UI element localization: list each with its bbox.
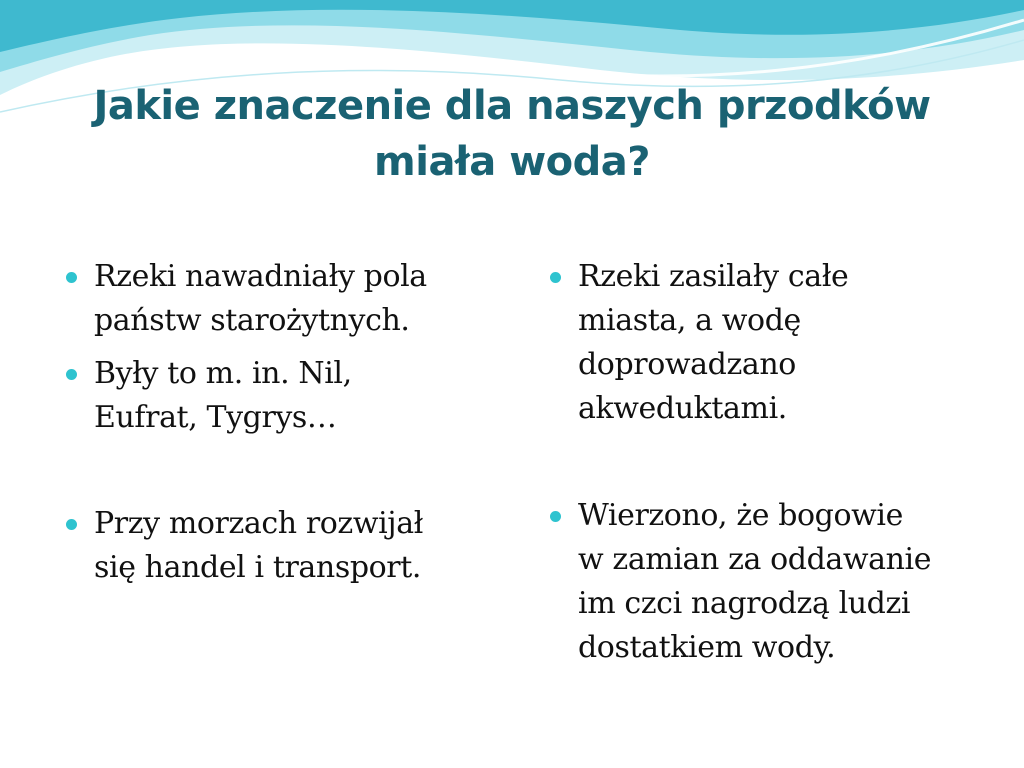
bullet-marker-icon	[66, 519, 77, 530]
bullet-text-line: miasta, a wodę	[578, 303, 801, 338]
bullet-item-aqueducts	[546, 255, 986, 431]
slide-title-line-1: Jakie znaczenie dla naszych przodków	[93, 83, 931, 129]
slide-title	[40, 78, 984, 190]
bullet-marker-icon	[66, 369, 77, 380]
bullet-text-line: akweduktami.	[578, 391, 787, 426]
bullet-text-line: Rzeki nawadniały pola	[94, 259, 427, 294]
bullet-marker-icon	[550, 272, 561, 283]
slide-title-line-2: miała woda?	[374, 139, 650, 185]
bullet-marker-icon	[66, 272, 77, 283]
bullet-marker-icon	[550, 511, 561, 522]
bullet-text-line: się handel i transport.	[94, 550, 422, 585]
bullet-text-line: im czci nagrodzą ludzi	[578, 586, 911, 621]
bullet-text-line: Były to m. in. Nil,	[94, 356, 352, 391]
bullet-item-trade	[62, 502, 482, 590]
bullet-item-rivers	[62, 352, 482, 440]
bullet-text-line: dostatkiem wody.	[578, 630, 836, 665]
bullet-text-line: Eufrat, Tygrys…	[94, 400, 337, 435]
bullet-item-irrigation	[62, 255, 482, 343]
bullet-text-line: Wierzono, że bogowie	[578, 498, 903, 533]
bullet-item-gods	[546, 494, 986, 670]
bullet-text-line: Rzeki zasilały całe	[578, 259, 849, 294]
bullet-text-line: Przy morzach rozwijał	[94, 506, 424, 541]
bullet-text-line: państw starożytnych.	[94, 303, 410, 338]
bullet-text-line: w zamian za oddawanie	[578, 542, 932, 577]
bullet-text-line: doprowadzano	[578, 347, 796, 382]
